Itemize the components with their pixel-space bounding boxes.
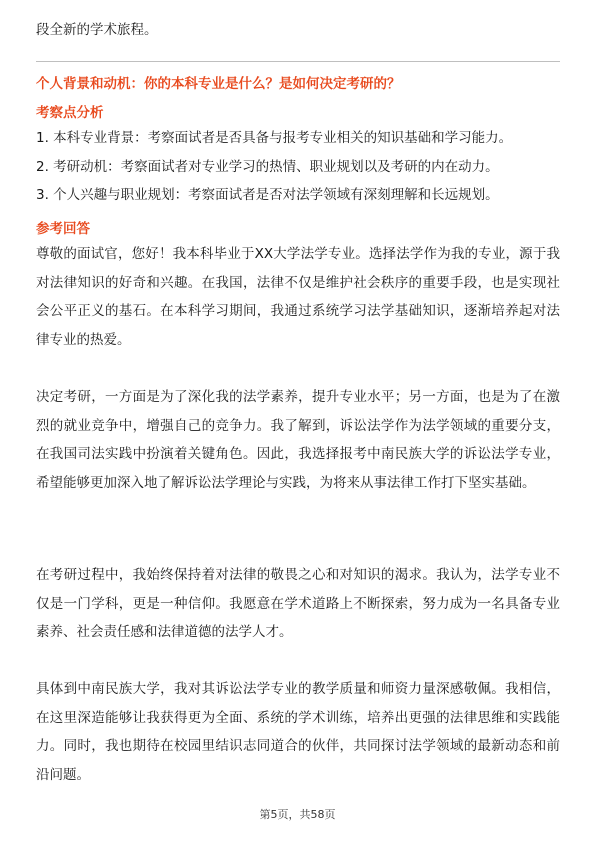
analysis-list	[36, 128, 560, 214]
page-number: 第5页，共58页	[259, 808, 336, 821]
answer-heading: 参考回答	[36, 221, 90, 237]
answer-paragraph: 决定考研，一方面是为了深化我的法学素养，提升专业水平；另一方面，也是为了在激烈的就业竞争中，增强自己的竞争力。我了解到，诉讼法学作为法学领域的重要分支，在我国司法实践中扮演着关键角色。因此，我选择报考中南民族大学的诉讼法学专业，希望能够更加深入地了解诉讼法学理论与实践，为将来从事法律工作打下坚实基础。	[36, 389, 560, 491]
analysis-item: 3. 个人兴趣与职业规划：考察面试者是否对法学领域有深刻理解和长远规划。	[36, 187, 499, 203]
question-heading: 个人背景和动机：你的本科专业是什么？是如何决定考研的？	[36, 76, 401, 92]
analysis-item: 1. 本科专业背景：考察面试者是否具备与报考专业相关的知识基础和学习能力。	[36, 130, 513, 146]
answer-paragraph: 具体到中南民族大学，我对其诉讼法学专业的教学质量和师资力量深感敬佩。我相信，在这里深造能够让我获得更为全面、系统的学术训练，培养出更强的法律思维和实践能力。同时，我也期待在校园里结识志同道合的伙伴，共同探讨法学领域的最新动态和前沿问题。	[36, 681, 560, 783]
analysis-heading: 考察点分析	[36, 105, 104, 121]
analysis-item: 2. 考研动机：考察面试者对专业学习的热情、职业规划以及考研的内在动力。	[36, 158, 499, 175]
section-divider	[36, 61, 560, 62]
answer-paragraph: 在考研过程中，我始终保持着对法律的敬畏之心和对知识的渴求。我认为，法学专业不仅是一门学科，更是一种信仰。我愿意在学术道路上不断探索，努力成为一名具备专业素养、社会责任感和法律道德的法学人才。	[36, 567, 560, 640]
answer-paragraph: 尊敬的面试官，您好！我本科毕业于XX大学法学专业。选择法学作为我的专业，源于我对法律知识的好奇和兴趣。在我国，法律不仅是维护社会秩序的重要手段，也是实现社会公平正义的基石。在本科学习期间，我通过系统学习法学基础知识，逐渐培养起对法律专业的热爱。	[36, 246, 560, 348]
continuation-text: 段全新的学术旅程。	[36, 22, 158, 38]
